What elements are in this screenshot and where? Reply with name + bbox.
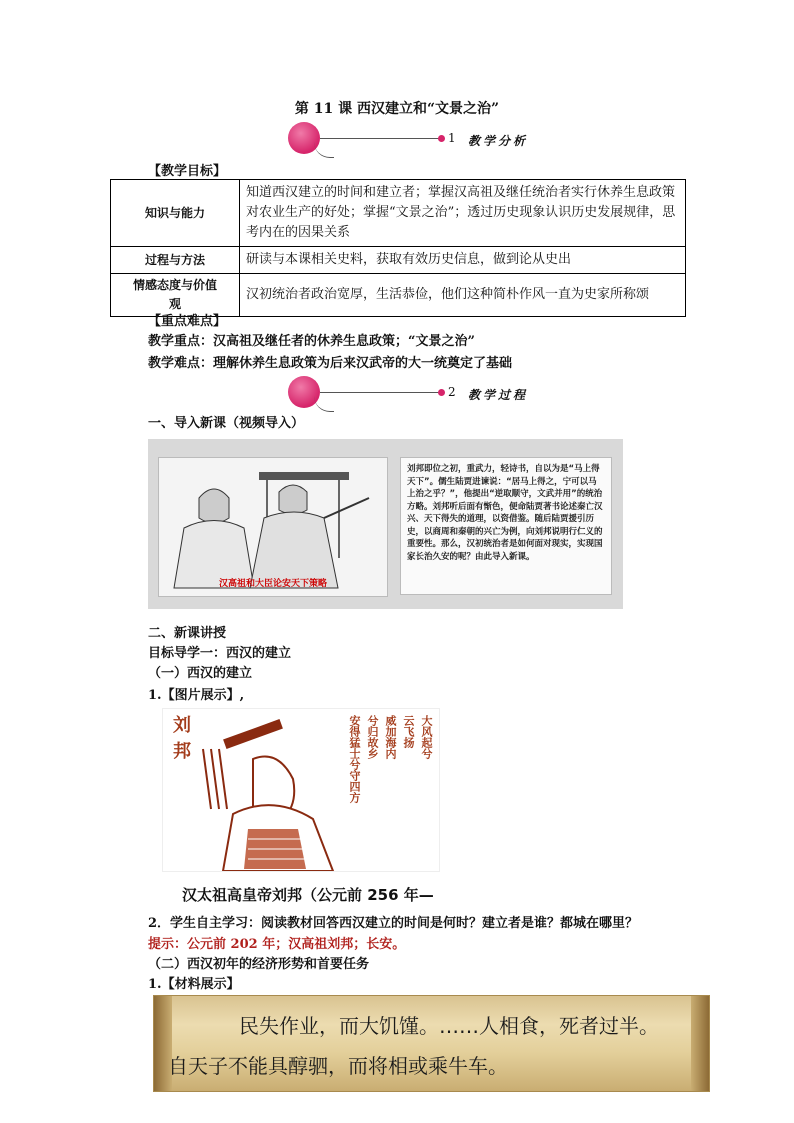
- emperor-figure-illustration: [193, 719, 353, 871]
- lesson-title: 第 11 课 西汉建立和“文景之治”: [294, 101, 500, 117]
- sub1: （一）西汉的建立: [148, 666, 253, 681]
- intro-image: [148, 439, 623, 609]
- material-line-2: 自天子不能具醇驷，而将相或乘牛车。: [168, 1054, 508, 1078]
- goals-table: [110, 179, 686, 317]
- liu-bang-portrait: [162, 708, 440, 872]
- section-number: 1: [448, 131, 456, 145]
- item2: 2．学生自主学习：阅读教材回答西汉建立的时间是何时？建立者是谁？都城在哪里？: [148, 916, 639, 931]
- goal-head: 知识与能力: [111, 180, 240, 247]
- goal-head: 过程与方法: [111, 247, 240, 274]
- table-row: [111, 247, 686, 274]
- goals-heading: 【教学目标】: [148, 164, 227, 179]
- new-lesson-heading: 二、新课讲授: [148, 626, 227, 641]
- portrait-poem: 大风起兮 云飞扬 威加海内 兮归故乡 安得猛士兮守四方: [348, 715, 433, 803]
- item1: 1.【图片展示】,: [148, 688, 245, 703]
- intro-text: 刘邦即位之初，重武力，轻诗书，自以为是“马上得天下”。儒生陆贾进谏说：“居马上得之，宁可以马上治之乎？”，他提出“逆取顺守，文武并用”的统治方略。刘邦听后面有惭色，便命陆贾著书论述秦亡汉兴、天下得失的道理，以资借鉴。随后陆贾援引历史，以商周和秦朝的兴亡为例，向刘邦说明行仁义的重要性。那么，汉初统治者是如何面对现实，实现国家长治久安的呢？由此导入新课。: [400, 457, 612, 595]
- section-label: 教学分析: [468, 134, 529, 148]
- section-number: 2: [448, 385, 456, 399]
- goal-text: 汉初统治者政治宽厚，生活恭俭，他们这种简朴作风一直为史家所称颂: [240, 274, 686, 317]
- difficult-point: 教学难点：理解休养生息政策为后来汉武帝的大一统奠定了基础: [148, 356, 513, 371]
- table-row: [111, 180, 686, 247]
- target1: 目标导学一：西汉的建立: [148, 646, 292, 661]
- goal-text: 研读与本课相关史料，获取有效历史信息，做到论从史出: [240, 247, 686, 274]
- goal-head: 情感态度与价值观: [111, 274, 240, 317]
- material-line-1: 民失作业，而大饥馑。……人相食，死者过半。: [239, 1014, 659, 1038]
- goal-text: 知道西汉建立的时间和建立者；掌握汉高祖及继任统治者实行休养生息政策对农业生产的好处；掌握“文景之治”；透过历史现象认识历史发展规律，思考内在的因果关系: [240, 180, 686, 247]
- material-scroll: [153, 995, 710, 1092]
- key-point: 教学重点：汉高祖及继任者的休养生息政策；“文景之治”: [148, 334, 475, 349]
- intro-illustration: [158, 457, 388, 597]
- intro-caption: 汉高祖和大臣论安天下策略: [219, 579, 328, 589]
- item3: 1.【材料展示】: [148, 977, 240, 992]
- portrait-name: 刘 邦: [173, 715, 191, 762]
- answer-hint: 提示：公元前 202 年；汉高祖刘邦；长安。: [148, 937, 406, 952]
- key-heading: 【重点难点】: [148, 314, 227, 329]
- intro-heading: 一、导入新课（视频导入）: [148, 416, 305, 431]
- section-marker-1: [288, 122, 548, 156]
- section-marker-2: [288, 376, 548, 410]
- sub2: （二）西汉初年的经济形势和首要任务: [148, 957, 370, 972]
- portrait-caption: 汉太祖高皇帝刘邦（公元前 256 年—: [182, 886, 434, 904]
- section-label: 教学过程: [468, 388, 529, 402]
